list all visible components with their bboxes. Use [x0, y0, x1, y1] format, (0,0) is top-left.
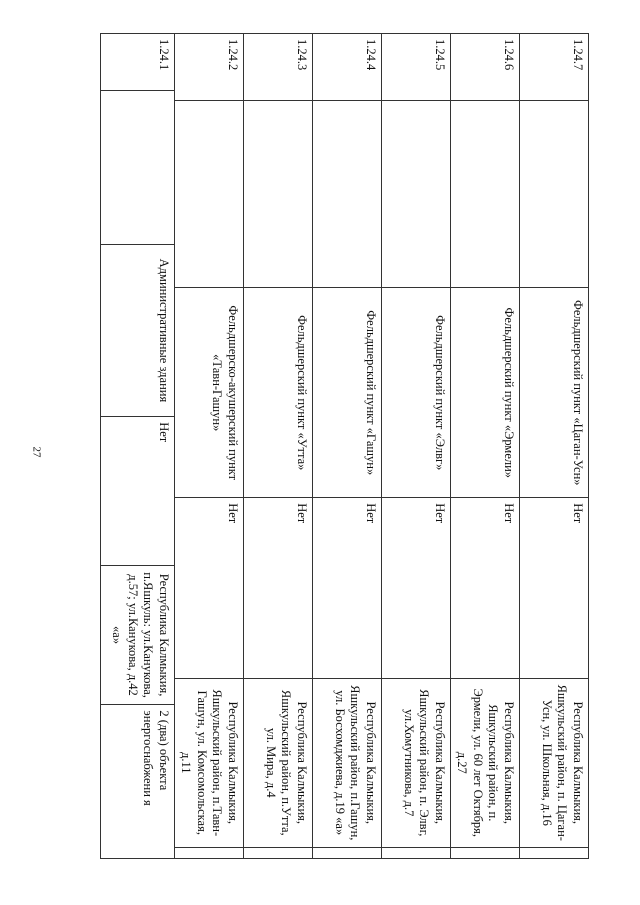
- object-address: Республика Калмыкия, п.Яшкуль: ул.Канукова, д.57; ул.Канукова, д.42 «а»: [101, 565, 174, 705]
- table-row: [244, 33, 313, 859]
- table-row: [520, 33, 589, 859]
- empty-cell: [313, 100, 381, 287]
- table-row: [451, 33, 520, 859]
- row-number: 1.24.6: [451, 33, 519, 100]
- object-note: [382, 847, 450, 859]
- object-note: [313, 847, 381, 859]
- flag-value: Нет: [244, 497, 312, 677]
- object-name: Фельдшерский пункт «Цаган-Усн»: [520, 287, 588, 497]
- object-address: Республика Калмыкия, Яшкульский район, п. Эрмели, ул. 60 лет Октября, д.27: [451, 678, 519, 848]
- empty-cell: [101, 90, 174, 244]
- empty-cell: [382, 100, 450, 287]
- table-row: [100, 33, 175, 859]
- flag-value: Нет: [313, 497, 381, 677]
- object-address: Республика Калмыкия, Яшкульский район, п.Гашун, ул. Босхомджиева, д.19 «а»: [313, 678, 381, 848]
- empty-cell: [175, 100, 243, 287]
- object-note: 2 (два) объекта энергоснабжени я: [101, 704, 174, 859]
- flag-value: Нет: [520, 497, 588, 677]
- row-number: 1.24.5: [382, 33, 450, 100]
- object-name: Административные здания: [101, 244, 174, 417]
- page-number: 27: [30, 446, 43, 458]
- object-name: Фельдшерский пункт «Эрмели»: [451, 287, 519, 497]
- empty-cell: [451, 100, 519, 287]
- row-number: 1.24.7: [520, 33, 588, 100]
- object-note: [175, 847, 243, 859]
- table-row: [175, 33, 244, 859]
- object-address: Республика Калмыкия, Яшкульский район, п.Утта, ул. Мира, д.4: [244, 678, 312, 848]
- object-address: Республика Калмыкия, Яшкульский район, п.Тавн-Гашун, ул. Комсомольская, д.11: [175, 678, 243, 848]
- objects-table: [100, 33, 585, 859]
- object-address: Республика Калмыкия, Яшкульский район, п. Цаган-Усн, ул. Школьная, д.16: [520, 678, 588, 848]
- object-name: Фельдшерский пункт «Элвг»: [382, 287, 450, 497]
- table-row: [382, 33, 451, 859]
- object-name: Фельдшерский пункт «Гашун»: [313, 287, 381, 497]
- row-number: 1.24.2: [175, 33, 243, 100]
- flag-value: Нет: [451, 497, 519, 677]
- object-note: [520, 847, 588, 859]
- object-address: Республика Калмыкия, Яшкульский район, п. Элвг, ул.Хомутникова, д.7: [382, 678, 450, 848]
- object-note: [244, 847, 312, 859]
- object-name: Фельдшерско-акушерский пункт «Тавн-Гашун»: [175, 287, 243, 497]
- flag-value: Нет: [101, 416, 174, 565]
- row-number: 1.24.3: [244, 33, 312, 100]
- flag-value: Нет: [382, 497, 450, 677]
- empty-cell: [520, 100, 588, 287]
- empty-cell: [244, 100, 312, 287]
- row-number: 1.24.4: [313, 33, 381, 100]
- row-number: 1.24.1: [101, 33, 174, 90]
- flag-value: Нет: [175, 497, 243, 677]
- object-name: Фельдшерский пункт «Утта»: [244, 287, 312, 497]
- object-note: [451, 847, 519, 859]
- table-row: [313, 33, 382, 859]
